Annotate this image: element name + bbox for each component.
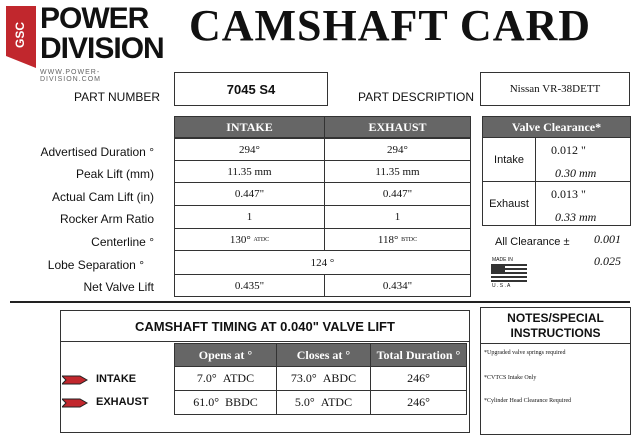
centerline-exhaust-ref: BTDC (401, 236, 418, 243)
timing-closes-cell (276, 390, 371, 415)
arrow-icon (62, 375, 88, 385)
all-clearance-mm: 0.025 (594, 254, 621, 268)
usa-flag-icon (491, 264, 527, 282)
timing-close-ref: ABDC (322, 371, 357, 385)
all-clearance-in: 0.001 (594, 232, 621, 246)
spec-intake-value: 0.447" (174, 182, 325, 206)
timing-row-label: INTAKE (96, 373, 137, 385)
spec-exhaust-value (324, 228, 471, 251)
brand-logo (6, 2, 164, 83)
spec-exhaust-value: 1 (324, 205, 471, 229)
spec-row-label: Actual Cam Lift (in) (51, 190, 154, 204)
part-number-label: PART NUMBER (74, 90, 161, 104)
clearance-intake-mm: 0.30 mm (555, 166, 597, 180)
timing-total-value: 246° (370, 366, 467, 391)
clearance-exhaust-box (482, 181, 631, 226)
timing-close-value: 73.0° (290, 371, 317, 385)
part-number-box (174, 72, 328, 106)
spec-row-label: Centerline ° (91, 235, 154, 249)
part-number-value: 7045 S4 (226, 81, 276, 97)
clearance-exhaust-mm: 0.33 mm (555, 210, 597, 224)
notes-box (480, 307, 631, 435)
timing-open-ref: ATDC (222, 371, 255, 385)
made-in-label: MADE IN (492, 257, 513, 263)
spec-header-exhaust: EXHAUST (324, 116, 471, 138)
valve-clearance-header: Valve Clearance* (482, 116, 631, 138)
notes-title-line2: INSTRUCTIONS (510, 326, 601, 340)
timing-closes-cell (276, 366, 371, 391)
spec-row-label: Net Valve Lift (83, 280, 154, 294)
clearance-intake-label: Intake (483, 138, 536, 181)
lobe-separation-value: 124 ° (174, 250, 471, 275)
all-clearance-label: All Clearance ± (495, 236, 570, 248)
gsc-badge-text: GSC (13, 22, 27, 49)
timing-opens-cell (174, 390, 277, 415)
timing-close-ref: ATDC (320, 395, 353, 409)
timing-header-closes: Closes at ° (276, 343, 371, 367)
timing-opens-cell (174, 366, 277, 391)
clearance-exhaust-label: Exhaust (483, 182, 536, 225)
spec-exhaust-value: 0.447" (324, 182, 471, 206)
spec-exhaust-value: 11.35 mm (324, 160, 471, 183)
note-item: *Cylinder Head Clearance Required (484, 398, 572, 404)
spec-intake-value (174, 228, 325, 251)
centerline-exhaust-value: 118° (377, 233, 399, 246)
note-item: *Upgraded valve springs required (484, 350, 566, 356)
spec-exhaust-value: 294° (324, 138, 471, 161)
section-divider (10, 301, 630, 303)
spec-row-label: Advertised Duration ° (40, 145, 154, 159)
brand-url: WWW.POWER-DIVISION.COM (40, 69, 102, 83)
timing-title-box (60, 310, 470, 342)
arrow-icon (62, 398, 88, 408)
notes-title (481, 308, 630, 344)
page-title: CAMSHAFT CARD (188, 1, 592, 50)
timing-open-ref: BBDC (225, 395, 258, 409)
clearance-exhaust-in: 0.013 " (551, 187, 586, 201)
centerline-intake-value: 130° (229, 233, 251, 246)
spec-header-intake: INTAKE (174, 116, 325, 138)
timing-header-total: Total Duration ° (370, 343, 467, 367)
notes-title-line1: NOTES/SPECIAL (507, 311, 604, 325)
timing-close-value: 5.0° (294, 395, 315, 409)
spec-intake-value: 1 (174, 205, 325, 229)
spec-intake-value: 11.35 mm (174, 160, 325, 183)
clearance-intake-in: 0.012 " (551, 143, 586, 157)
timing-row-label: EXHAUST (96, 396, 149, 408)
spec-intake-value: 0.435" (174, 274, 325, 297)
brand-name-line2: DIVISION (40, 32, 164, 65)
timing-total-value: 246° (370, 390, 467, 415)
note-item: *CVTCS Intake Only (484, 375, 537, 381)
timing-header-opens: Opens at ° (174, 343, 277, 367)
timing-title: CAMSHAFT TIMING AT 0.040" VALVE LIFT (135, 318, 395, 334)
spec-row-label: Rocker Arm Ratio (59, 212, 154, 226)
centerline-intake-ref: ATDC (253, 236, 270, 243)
brand-name-line1: POWER (40, 2, 149, 35)
timing-open-value: 61.0° (193, 395, 220, 409)
part-desc-box (480, 72, 630, 106)
part-desc-value: Nissan VR-38DETT (509, 83, 601, 95)
usa-label: U . S . A (492, 283, 511, 289)
part-desc-label: PART DESCRIPTION (358, 90, 475, 104)
spec-row-label: Peak Lift (mm) (75, 167, 154, 181)
timing-open-value: 7.0° (196, 371, 217, 385)
spec-exhaust-value: 0.434" (324, 274, 471, 297)
spec-row-label: Lobe Separation ° (47, 258, 144, 272)
clearance-intake-box (482, 137, 631, 182)
spec-intake-value: 294° (174, 138, 325, 161)
